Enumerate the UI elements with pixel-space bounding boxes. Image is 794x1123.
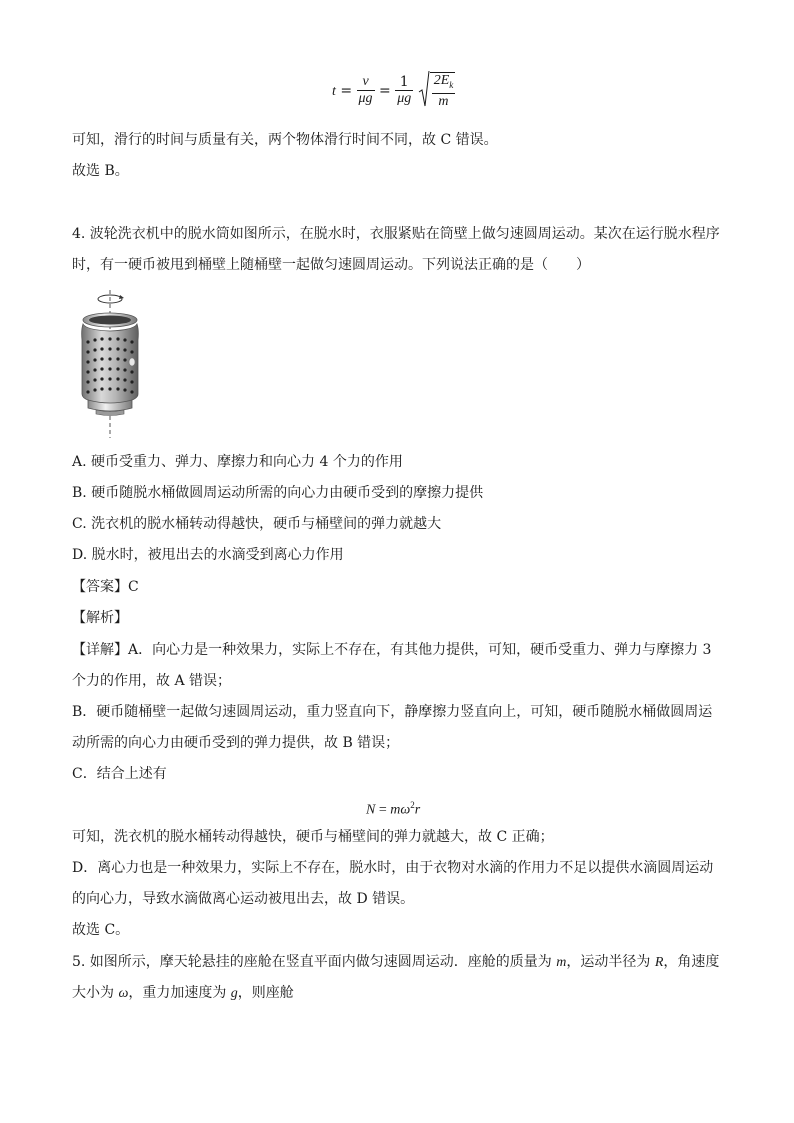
- detail-line-5: C．结合上述有: [72, 766, 167, 782]
- formula-t-eq1: =: [340, 82, 353, 99]
- formula-n: [366, 795, 420, 821]
- formula-t-sqrt-den: m: [438, 93, 449, 109]
- analysis-label: 【解析】: [72, 610, 128, 626]
- formula-t-frac1-num: v: [357, 74, 375, 91]
- prev-line-1: 可知，滑行的时间与质量有关，两个物体滑行时间不同，故 C 错误。: [72, 132, 498, 148]
- final-answer-q4: 故选 C。: [72, 922, 130, 938]
- q5-line-1-c: ，角速度: [663, 954, 720, 970]
- q4-option-a: A. 硬币受重力、弹力、摩擦力和向心力 4 个力的作用: [72, 454, 403, 470]
- detail-line-3: B．硬币随桶壁一起做匀速圆周运动，重力竖直向下，静摩擦力竖直向上，可知，硬币随脱水桶做圆周运: [72, 704, 713, 720]
- formula-t-sqrt-num: $2E_k$: [432, 73, 456, 94]
- formula-t-sqrt-num-sub: k: [449, 79, 454, 90]
- answer-label: 【答案】: [72, 579, 128, 595]
- q5-line-1-b: ，运动半径为: [566, 954, 655, 970]
- q5-line-2-b: ，重力加速度为: [128, 985, 231, 1001]
- detail-line-1: 【详解】A．向心力是一种效果力，实际上不存在，有其他力提供，可知，硬币受重力、弹力与摩擦力 3: [72, 642, 712, 658]
- q5-line-1-a: 5. 如图所示，摩天轮悬挂的座舱在竖直平面内做匀速圆周运动．座舱的质量为: [72, 954, 557, 970]
- q5-line-2-c: ，则座舱: [237, 985, 294, 1001]
- formula-n-r: r: [414, 802, 421, 818]
- detail-line-7: D．离心力也是一种效果力，实际上不存在，脱水时，由于衣物对水滴的作用力不足以提供水滴圆周运动: [72, 860, 714, 876]
- formula-t-eq2: =: [379, 82, 391, 99]
- q5-line-2: [72, 983, 294, 1004]
- answer-value: C: [128, 579, 139, 595]
- q5-var-omega: ω: [118, 986, 129, 1001]
- q4-stem-line-1: 4. 波轮洗衣机中的脱水筒如图所示，在脱水时，衣服紧贴在筒壁上做匀速圆周运动。某次在运行脱水程序: [72, 226, 720, 242]
- detail-line-6: 可知，洗衣机的脱水桶转动得越快，硬币与桶壁间的弹力就越大，故 C 正确；: [72, 829, 554, 845]
- q4-option-c: C. 洗衣机的脱水桶转动得越快，硬币与桶壁间的弹力就越大: [72, 516, 442, 532]
- formula-t-frac2: [395, 74, 413, 107]
- formula-n-sup: 2: [410, 800, 415, 810]
- formula-t-sqrt-frac: [432, 73, 456, 110]
- q4-option-b: B. 硬币随脱水桶做圆周运动所需的向心力由硬币受到的摩擦力提供: [72, 485, 484, 501]
- formula-t-frac1: [357, 74, 375, 107]
- q5-var-r: R: [654, 955, 664, 970]
- formula-n-lhs: N: [366, 802, 376, 818]
- formula-n-m-omega: mω: [390, 802, 411, 818]
- detail-line-4: 动所需的向心力由硬币受到的弹力提供，故 B 错误；: [72, 735, 400, 751]
- detail-line-2: 个力的作用，故 A 错误；: [72, 673, 232, 689]
- prev-line-2: 故选 B。: [72, 163, 129, 179]
- formula-t-lhs: t: [332, 83, 336, 99]
- q4-answer: [72, 577, 139, 597]
- formula-t-frac2-num: 1: [395, 74, 413, 91]
- q5-var-g: g: [230, 986, 238, 1001]
- q4-stem-line-2: 时，有一硬币被甩到桶壁上随桶壁一起做匀速圆周运动。下列说法正确的是（ ）: [72, 257, 590, 273]
- q5-line-2-a: 大小为: [72, 985, 119, 1001]
- formula-n-eq: =: [378, 802, 387, 818]
- formula-t: [332, 72, 455, 110]
- q5-var-m: m: [556, 955, 567, 970]
- q4-option-d: D. 脱水时，被甩出去的水滴受到离心力作用: [72, 547, 344, 563]
- spin-drum-icon: [74, 290, 154, 438]
- formula-t-frac1-den: μg: [358, 91, 373, 107]
- q5-line-1: [72, 952, 719, 973]
- spin-drum-figure: [74, 290, 154, 438]
- formula-t-frac2-den: μg: [397, 91, 412, 107]
- formula-t-sqrt: [418, 72, 456, 110]
- radical-sign-icon: [418, 70, 430, 108]
- detail-line-8: 的向心力，导致水滴做离心运动被甩出去，故 D 错误。: [72, 891, 415, 907]
